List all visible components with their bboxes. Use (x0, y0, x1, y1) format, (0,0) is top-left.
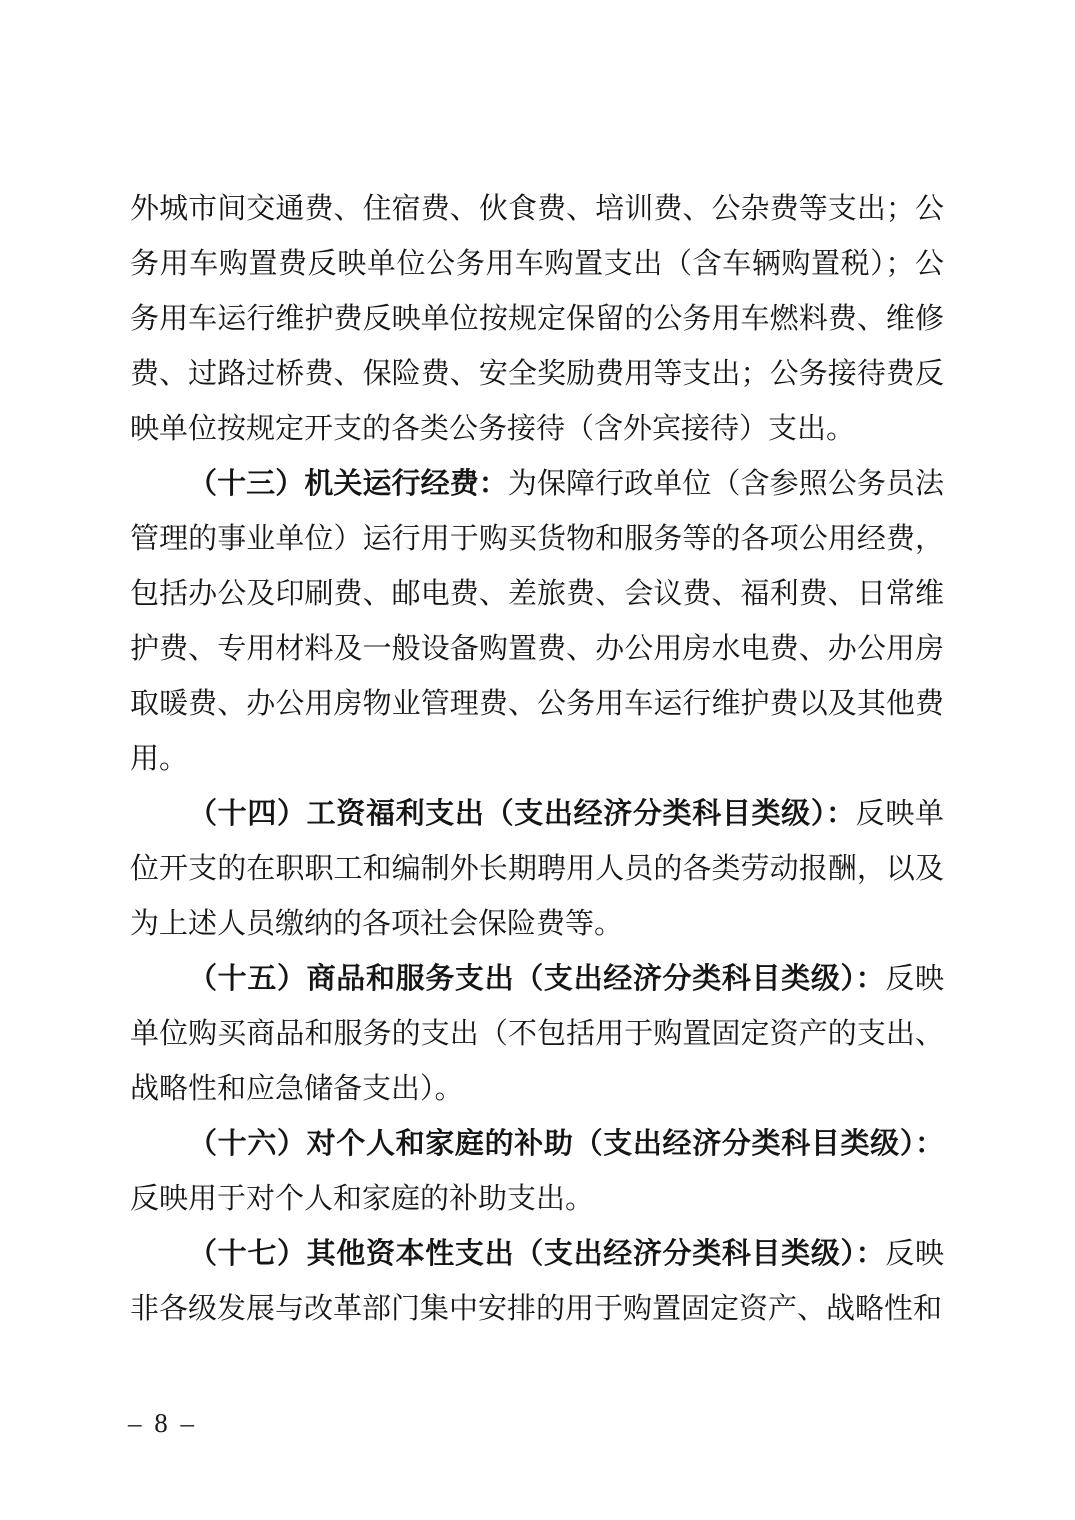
paragraph-text: 反映非各级发展与改革部门集中安排的用于购置固定资产、战略性和 (130, 1238, 944, 1325)
paragraph-heading: （十六）对个人和家庭的补助（支出经济分类科目类级）： (188, 1128, 944, 1160)
paragraph-heading: （十五）商品和服务支出（支出经济分类科目类级）： (188, 963, 886, 995)
paragraph-text: 反映单位购买商品和服务的支出（不包括用于购置固定资产的支出、战略性和应急储备支出）。 (130, 963, 944, 1105)
paragraph-heading: （十四）工资福利支出（支出经济分类科目类级）： (188, 798, 856, 830)
paragraph-text: 为保障行政单位（含参照公务员法管理的事业单位）运行用于购买货物和服务等的各项公用经费，包括办公及印刷费、邮电费、差旅费、会议费、福利费、日常维护费、专用材料及一般设备购置费、办公用房水电费、办公用房取暖费、办公用房物业管理费、公务用车运行维护费以及其他费用。 (130, 468, 944, 775)
document-body (130, 182, 944, 1337)
paragraph-text: 反映单位开支的在职职工和编制外长期聘用人员的各类劳动报酬，以及为上述人员缴纳的各项社会保险费等。 (130, 798, 944, 940)
paragraph-item-14 (130, 787, 944, 952)
paragraph-text: 外城市间交通费、住宿费、伙食费、培训费、公杂费等支出；公务用车购置费反映单位公务用车购置支出（含车辆购置税）；公务用车运行维护费反映单位按规定保留的公务用车燃料费、维修费、过路过桥费、保险费、安全奖励费用等支出；公务接待费反映单位按规定开支的各类公务接待（含外宾接待）支出。 (130, 193, 944, 445)
paragraph-continuation (130, 182, 944, 457)
paragraph-item-13 (130, 457, 944, 787)
paragraph-heading: （十七）其他资本性支出（支出经济分类科目类级）： (188, 1238, 886, 1270)
paragraph-item-17 (130, 1227, 944, 1337)
page-number: – 8 – (128, 1408, 197, 1438)
paragraph-item-16 (130, 1117, 944, 1227)
paragraph-text: 反映用于对个人和家庭的补助支出。 (130, 1183, 595, 1215)
paragraph-item-15 (130, 952, 944, 1117)
paragraph-heading: （十三）机关运行经费： (188, 468, 508, 500)
